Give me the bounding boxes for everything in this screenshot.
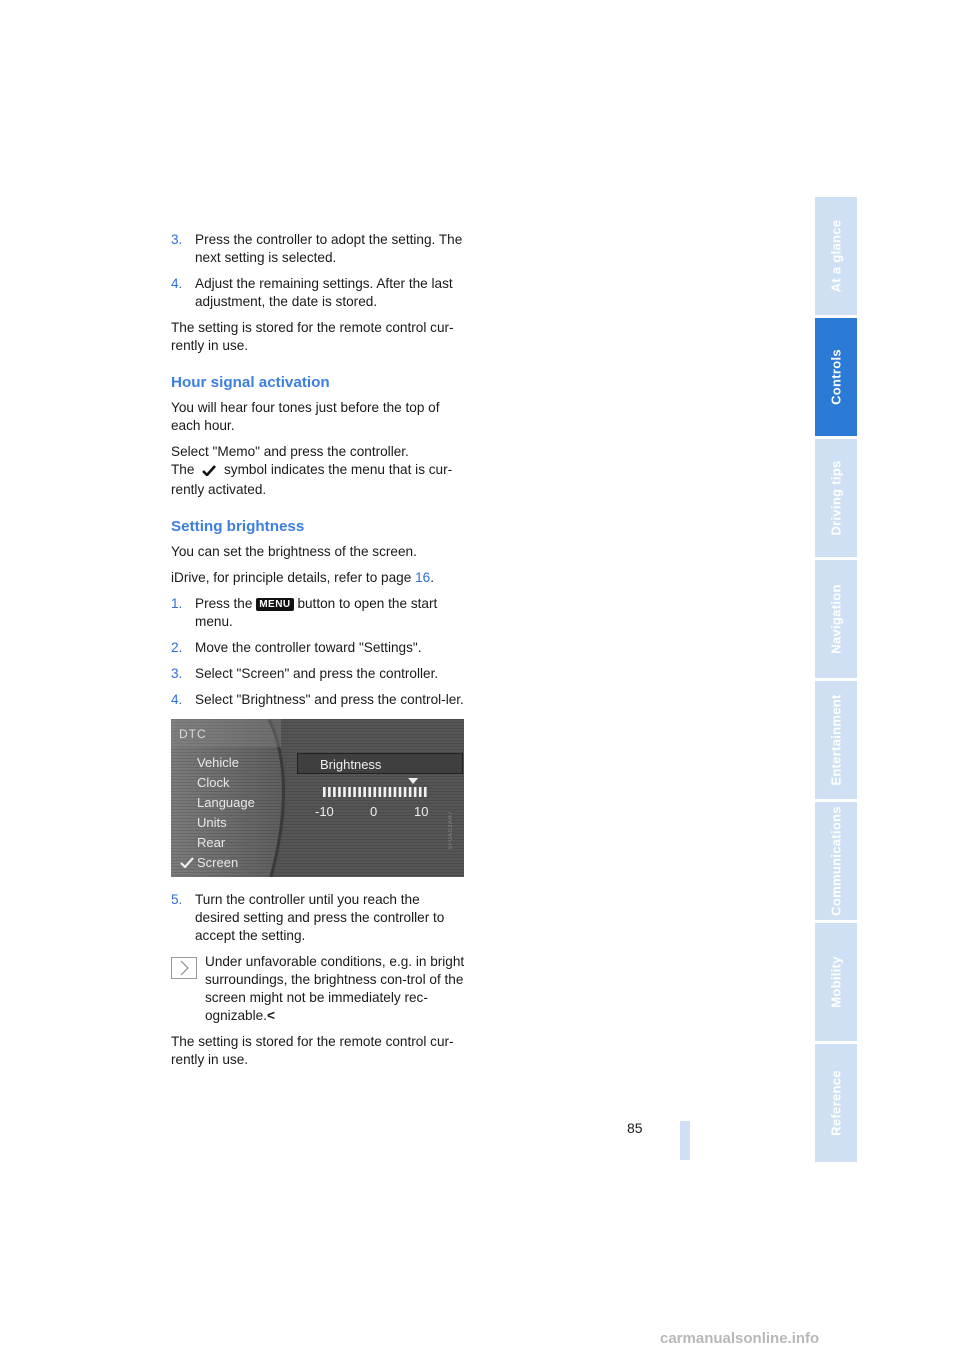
step-text: Select "Screen" and press the controller. (195, 666, 439, 681)
step-text: Adjust the remaining settings. After the last adjustment, the date is stored. (195, 276, 453, 309)
scale-tick (368, 787, 371, 797)
scale-tick (358, 787, 361, 797)
tab-label: Mobility (828, 956, 844, 1008)
paragraph-stored: The setting is stored for the remote control cur-rently in use. (171, 320, 454, 353)
section-tabs (815, 197, 857, 1165)
step-text: Move the controller toward "Settings". (195, 640, 422, 655)
memo-line-1: Select "Memo" and press the controller. (171, 444, 409, 459)
tab-entertainment[interactable] (815, 681, 857, 799)
step-text: button to open the start menu. (195, 596, 438, 629)
scale-tick (389, 787, 392, 797)
screen-menu-item: Vehicle (197, 755, 239, 770)
note-text: Under unfavorable conditions, e.g. in bright surroundings, the brightness con-trol of the screen might not be immediately rec-ognizable. (205, 954, 465, 1023)
tab-reference[interactable] (815, 1044, 857, 1162)
scale-tick (328, 787, 331, 797)
screen-menu-item: Language (197, 795, 255, 810)
scale-tick (323, 787, 326, 797)
scale-tick (348, 787, 351, 797)
step-item (171, 275, 467, 311)
scale-tick (424, 787, 427, 797)
idrive-period: . (430, 570, 434, 585)
paragraph-stored: The setting is stored for the remote control cur-rently in use. (171, 1034, 454, 1067)
watermark: carmanualsonline.info (660, 1330, 820, 1347)
screen-title: Brightness (297, 753, 463, 774)
scale-min-label: -10 (315, 804, 334, 819)
idrive-text: iDrive, for principle details, refer to page (171, 570, 412, 585)
scale-tick (338, 787, 341, 797)
page-link[interactable]: 16 (415, 570, 431, 585)
scale-tick (363, 787, 366, 797)
brightness-scale (321, 777, 431, 801)
tab-mobility[interactable] (815, 923, 857, 1041)
step-item (171, 891, 467, 945)
step-number: 4. (171, 692, 183, 707)
step-text: Press the controller to adopt the setting. The next setting is selected. (195, 232, 463, 265)
main-text-column (171, 231, 467, 1077)
tab-driving-tips[interactable] (815, 439, 857, 557)
tab-communications[interactable] (815, 802, 857, 920)
step-item (171, 231, 467, 267)
paragraph-memo (171, 443, 467, 499)
scale-tick (384, 787, 387, 797)
paragraph-idrive (171, 569, 467, 587)
scale-tick (343, 787, 346, 797)
scale-tick (414, 787, 417, 797)
checkmark-icon (198, 463, 220, 481)
tab-label: Reference (828, 1070, 844, 1136)
step-number: 4. (171, 276, 183, 291)
scale-tick (373, 787, 376, 797)
selected-checkmark-icon (180, 857, 194, 868)
scale-tick (353, 787, 356, 797)
step-number: 3. (171, 666, 183, 681)
memo-line-2b: symbol indicates the menu that is cur-rently activated. (171, 462, 453, 497)
step-item (171, 691, 467, 709)
tab-label: At a glance (828, 219, 844, 293)
note-block (171, 953, 467, 1025)
tab-label: Entertainment (828, 694, 844, 786)
scale-pointer (408, 778, 418, 784)
memo-line-2a: The (171, 462, 195, 477)
tab-controls[interactable] (815, 318, 857, 436)
tab-label: Navigation (828, 584, 844, 654)
scale-tick (379, 787, 382, 797)
menu-button-icon: MENU (256, 598, 293, 611)
page-number-bar (680, 1121, 690, 1160)
scale-tick (394, 787, 397, 797)
step-number: 1. (171, 596, 183, 611)
screen-menu-item: Rear (197, 835, 226, 850)
scale-tick (333, 787, 336, 797)
heading-brightness: Setting brightness (171, 518, 305, 535)
screen-menu-item: Clock (197, 775, 230, 790)
screen-menu-item: Units (197, 815, 227, 830)
screen-header-label: DTC (179, 727, 207, 741)
scale-max-label: 10 (414, 804, 429, 819)
step-number: 3. (171, 232, 183, 247)
step-item (171, 639, 467, 657)
note-arrow-icon (171, 957, 197, 979)
step-number: 5. (171, 892, 183, 907)
scale-mid-label: 0 (370, 804, 378, 819)
tab-at-a-glance[interactable] (815, 197, 857, 315)
tab-navigation[interactable] (815, 560, 857, 678)
screen-menu-item-selected: Screen (197, 855, 239, 870)
screen-figure (171, 719, 464, 877)
tab-label: Controls (828, 349, 844, 405)
step-number: 2. (171, 640, 183, 655)
note-end-marker: < (266, 1008, 275, 1023)
step-text: Select "Brightness" and press the control-ler. (195, 692, 464, 707)
scale-tick (404, 787, 407, 797)
paragraph-brightness: You can set the brightness of the screen. (171, 544, 417, 559)
scale-tick (409, 787, 412, 797)
scale-tick (419, 787, 422, 797)
scale-tick (399, 787, 402, 797)
figure-code: SF0AS3AH7 (448, 811, 454, 850)
tab-label: Driving tips (828, 460, 844, 536)
page-number: 85 (627, 1120, 643, 1136)
step-text: Turn the controller until you reach the desired setting and press the controller to accept the setting. (195, 892, 445, 943)
step-item (171, 665, 467, 683)
heading-hour-signal: Hour signal activation (171, 374, 330, 391)
paragraph-hour: You will hear four tones just before the top of each hour. (171, 400, 440, 433)
tab-label: Communications (828, 806, 844, 916)
step-item (171, 595, 467, 631)
step-text: Press the (195, 596, 253, 611)
